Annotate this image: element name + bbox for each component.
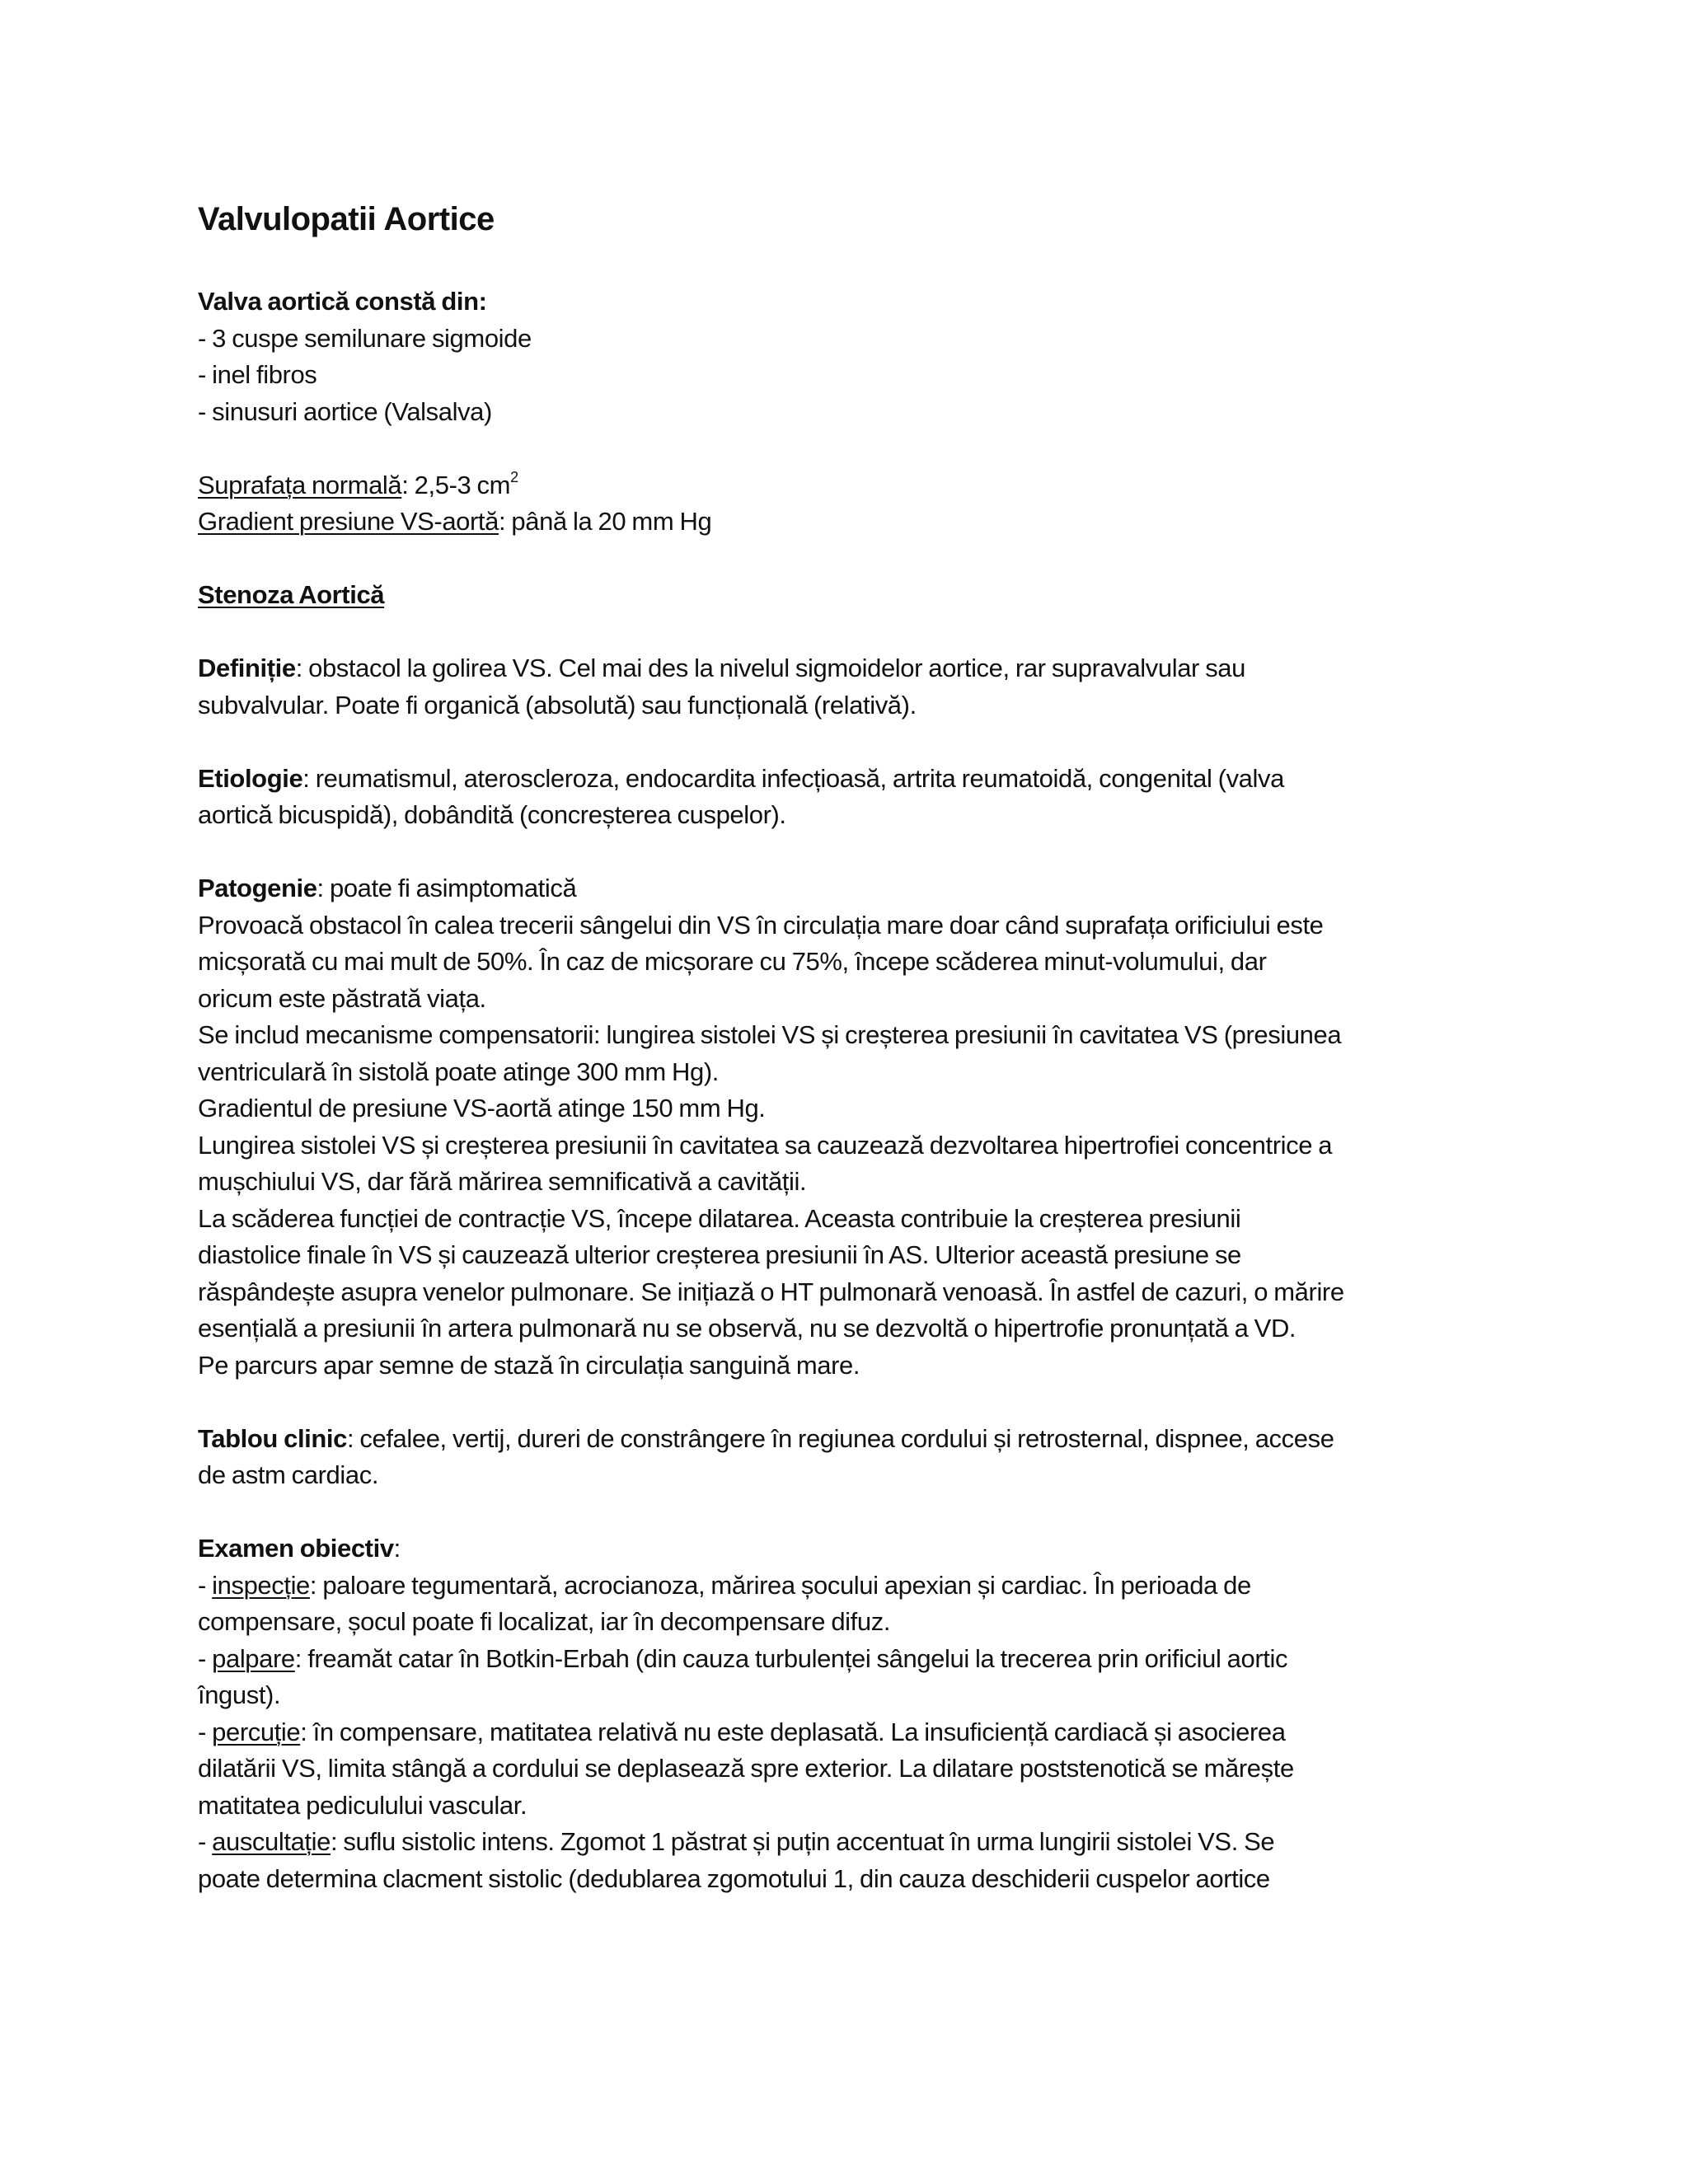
definition-text: : obstacol la golirea VS. Cel mai des la nivelul sigmoidelor aortice, rar supravalvular sau	[295, 654, 1245, 682]
bullet-dash: -	[198, 1827, 213, 1856]
pathogenesis-line: oricum este păstrată viața.	[198, 983, 486, 1013]
pathogenesis-line: mușchiului VS, dar fără mărirea semnificativă a cavității.	[198, 1167, 807, 1196]
valve-item: - 3 cuspe semilunare sigmoide	[198, 323, 532, 353]
percussion-label: percuție	[212, 1717, 301, 1746]
gradient-label: Gradient presiune VS-aortă	[198, 507, 499, 536]
inspection-label: inspecție	[212, 1570, 310, 1600]
auscultation-line	[198, 1824, 1500, 1861]
valve-item: - inel fibros	[198, 360, 317, 389]
etiology-line	[198, 761, 1500, 798]
bullet-dash: -	[198, 1643, 213, 1673]
definition-line: subvalvular. Poate fi organică (absolută) sau funcțională (relativă).	[198, 690, 917, 719]
palpation-text: : freamăt catar în Botkin-Erbah (din cauza turbulenței sângelui la trecerea prin orificiul aortic	[294, 1643, 1288, 1673]
palpation-label: palpare	[212, 1643, 295, 1673]
clinical-text: : cefalee, vertij, dureri de constrângere în regiunea cordului și retrosternal, dispnee, accese	[346, 1423, 1334, 1453]
definition-label: Definiție	[198, 654, 296, 682]
gradient-value: : până la 20 mm Hg	[498, 507, 712, 536]
auscultation-text: : suflu sistolic intens. Zgomot 1 păstrat și puțin accentuat în urma lungirii sistolei VS. Se	[330, 1827, 1275, 1856]
page-title: Valvulopatii Aortice	[198, 201, 495, 237]
clinical-label: Tablou clinic	[198, 1423, 347, 1453]
pathogenesis-label: Patogenie	[198, 874, 317, 902]
pathogenesis-line	[198, 870, 1500, 907]
definition-line	[198, 650, 1500, 687]
exam-suffix: :	[393, 1534, 401, 1563]
auscultation-line: poate determina clacment sistolic (dedublarea zgomotului 1, din cauza deschiderii cuspelor aortice	[198, 1863, 1270, 1893]
inspection-text: : paloare tegumentară, acrocianoza, mărirea șocului apexian și cardiac. În perioada de	[309, 1570, 1251, 1600]
percussion-line: matitatea pediculului vascular.	[198, 1790, 528, 1820]
stenosis-heading: Stenoza Aortică	[198, 580, 385, 609]
bullet-dash: -	[198, 1570, 213, 1600]
document-body	[198, 284, 1500, 1897]
normal-gradient-line	[198, 504, 1500, 541]
valve-item: - sinusuri aortice (Valsalva)	[198, 396, 492, 426]
pathogenesis-line: La scăderea funcției de contracție VS, începe dilatarea. Aceasta contribuie la creșterea presiunii	[198, 1203, 1241, 1233]
pathogenesis-line: diastolice finale în VS și cauzează ulterior creșterea presiunii în AS. Ulterior această presiune se	[198, 1240, 1241, 1269]
exam-label: Examen obiectiv	[198, 1534, 394, 1563]
percussion-text: : în compensare, matitatea relativă nu este deplasată. La insuficiență cardiacă și asocierea	[300, 1717, 1286, 1746]
palpation-line	[198, 1641, 1500, 1678]
pathogenesis-line: micșorată cu mai mult de 50%. În caz de micșorare cu 75%, începe scăderea minut-volumului, dar	[198, 947, 1267, 976]
exam-heading-line	[198, 1530, 1500, 1568]
pathogenesis-line: Lungirea sistolei VS și creșterea presiunii în cavitatea sa cauzează dezvoltarea hipertrofiei concentrice a	[198, 1130, 1333, 1160]
inspection-line	[198, 1568, 1500, 1605]
pathogenesis-line: Se includ mecanisme compensatorii: lungirea sistolei VS și creșterea presiunii în cavitatea VS (presiunea	[198, 1020, 1342, 1049]
pathogenesis-line: Gradientul de presiune VS-aortă atinge 150 mm Hg.	[198, 1094, 766, 1122]
clinical-line: de astm cardiac.	[198, 1460, 379, 1489]
palpation-line: îngust).	[198, 1680, 281, 1709]
pathogenesis-line: Pe parcurs apar semne de stază în circulația sanguină mare.	[198, 1350, 860, 1380]
auscultation-label: auscultație	[212, 1827, 331, 1856]
etiology-text: : reumatismul, ateroscleroza, endocardita infecțioasă, artrita reumatoidă, congenital (valva	[302, 763, 1284, 793]
inspection-line: compensare, șocul poate fi localizat, iar în decompensare difuz.	[198, 1607, 891, 1636]
clinical-line	[198, 1421, 1500, 1458]
percussion-line	[198, 1714, 1500, 1751]
document-page	[198, 194, 1500, 1897]
pathogenesis-line: Provoacă obstacol în calea trecerii sângelui din VS în circulația mare doar când suprafața orificiului este	[198, 910, 1324, 940]
etiology-line: aortică bicuspidă), dobândită (concreșterea cuspelor).	[198, 800, 786, 829]
normal-surface-line	[198, 467, 1500, 504]
bullet-dash: -	[198, 1717, 213, 1746]
percussion-line: dilatării VS, limita stângă a cordului se deplasează spre exterior. La dilatare poststenotică se mărește	[198, 1754, 1294, 1783]
pathogenesis-text: : poate fi asimptomatică	[316, 874, 577, 902]
valve-heading: Valva aortică constă din:	[198, 287, 487, 316]
pathogenesis-line: răspândește asupra venelor pulmonare. Se inițiază o HT pulmonară venoasă. În astfel de cazuri, o mărire	[198, 1277, 1344, 1306]
pathogenesis-line: esențială a presiunii în artera pulmonară nu se observă, nu se dezvoltă o hipertrofie pronunțată a VD.	[198, 1314, 1296, 1343]
surface-superscript: 2	[510, 468, 518, 485]
surface-value: : 2,5-3 cm	[401, 470, 511, 499]
pathogenesis-line: ventriculară în sistolă poate atinge 300 mm Hg).	[198, 1057, 720, 1086]
etiology-label: Etiologie	[198, 763, 303, 793]
surface-label: Suprafața normală	[198, 470, 402, 499]
